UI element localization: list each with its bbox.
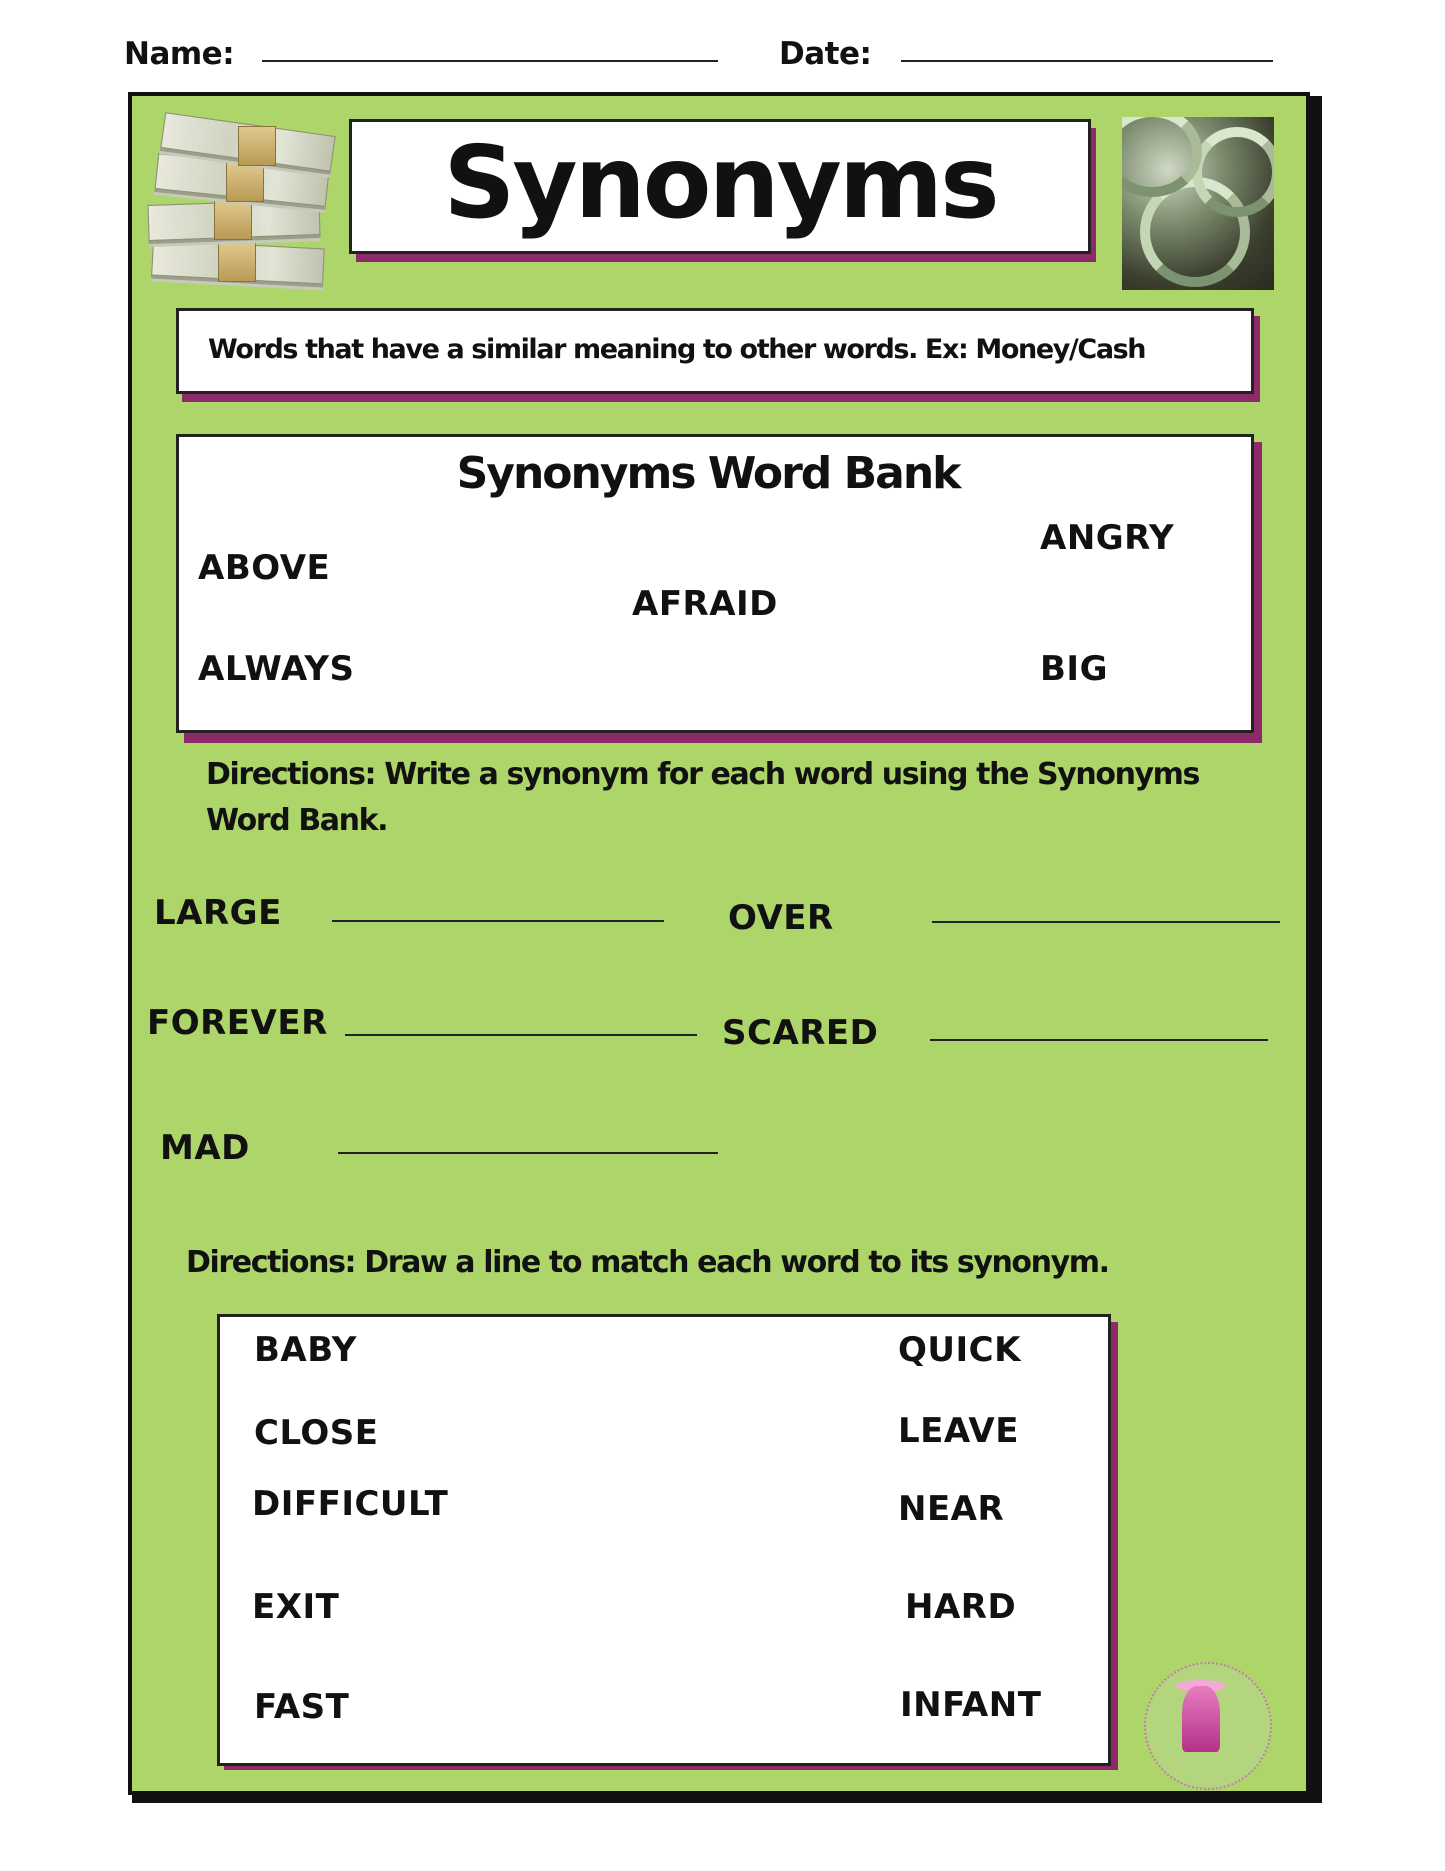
match-right-word[interactable]: QUICK <box>898 1330 1021 1370</box>
answer-line[interactable] <box>345 1034 697 1036</box>
answer-line[interactable] <box>932 921 1280 923</box>
directions-write: Directions: Write a synonym for each word using the Synonyms Word Bank. <box>206 757 1199 838</box>
prompt-word: SCARED <box>722 1013 879 1053</box>
word-bank-item: ABOVE <box>198 548 331 588</box>
answer-line[interactable] <box>338 1152 718 1154</box>
match-right-word[interactable]: LEAVE <box>898 1411 1019 1451</box>
word-bank-item: AFRAID <box>632 584 778 624</box>
word-bank-item: ALWAYS <box>198 649 355 689</box>
answer-line[interactable] <box>930 1039 1268 1041</box>
match-left-word[interactable]: BABY <box>254 1330 357 1370</box>
prompt-word: LARGE <box>154 893 282 933</box>
word-bank-title: Synonyms Word Bank <box>456 448 960 499</box>
match-right-word[interactable]: HARD <box>905 1587 1017 1627</box>
word-bank-item: ANGRY <box>1040 518 1175 558</box>
date-label: Date: <box>779 36 872 72</box>
prompt-word: MAD <box>160 1128 250 1168</box>
money-stack-icon <box>148 116 328 288</box>
date-line[interactable] <box>901 60 1273 62</box>
name-label: Name: <box>124 36 235 72</box>
match-right-word[interactable]: NEAR <box>898 1489 1005 1529</box>
match-left-word[interactable]: CLOSE <box>254 1413 379 1453</box>
prompt-word: OVER <box>728 898 834 938</box>
word-bank-item: BIG <box>1040 649 1108 689</box>
prompt-word: FOREVER <box>147 1003 328 1043</box>
match-left-word[interactable]: FAST <box>254 1687 350 1727</box>
speech-therapy-boutique-logo <box>1144 1662 1272 1790</box>
dollar-bills-photo <box>1122 117 1274 290</box>
match-right-word[interactable]: INFANT <box>900 1685 1042 1725</box>
answer-line[interactable] <box>332 920 664 922</box>
directions-match: Directions: Draw a line to match each word to its synonym. <box>186 1245 1109 1280</box>
match-left-word[interactable]: EXIT <box>252 1587 340 1627</box>
match-left-word[interactable]: DIFFICULT <box>252 1484 449 1524</box>
page-title: Synonyms <box>443 124 997 241</box>
name-line[interactable] <box>262 60 718 62</box>
definition-text: Words that have a similar meaning to other words. Ex: Money/Cash <box>208 334 1146 365</box>
